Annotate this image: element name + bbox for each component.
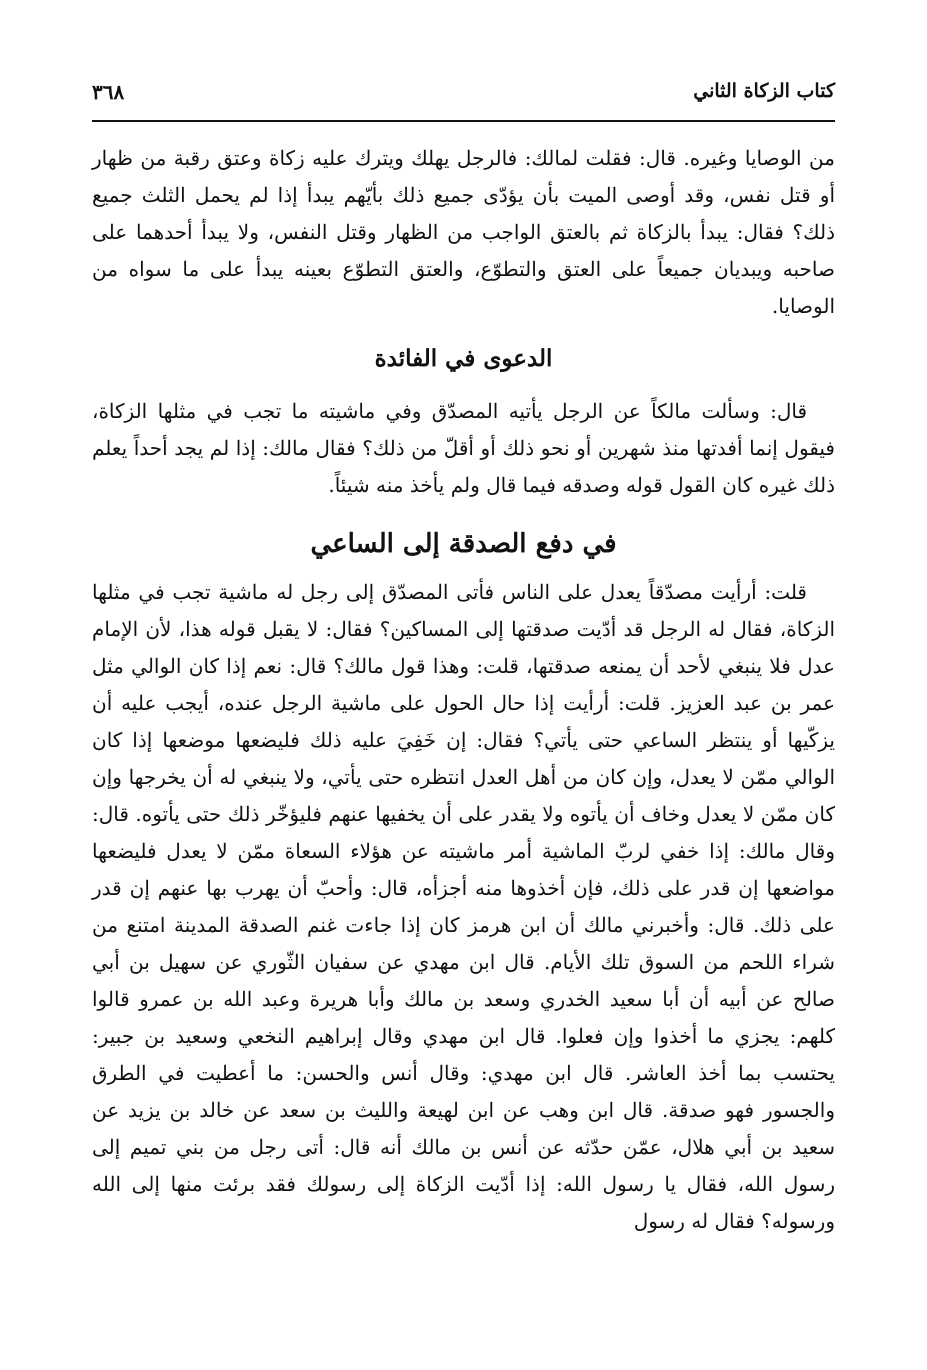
page-body <box>92 140 835 1240</box>
paragraph-claim-on-acquisition: قال: وسألت مالكاً عن الرجل يأتيه المصدّق وفي ماشيته ما تجب في مثلها الزكاة، فيقول إنما أفدتها منذ شهرين أو نحو ذلك أو أقلّ من ذلك؟ فقال مالك: إذا لم يجد أحداً يعلم ذلك غيره كان القول قوله وصدقه فيما قال ولم يأخذ منه شيئاً. <box>92 399 835 497</box>
section-heading-paying-to-collector: في دفع الصدقة إلى الساعي <box>310 529 617 559</box>
page-number: ٣٦٨ <box>92 80 125 104</box>
section-heading-claim-on-acquisition: الدعوى في الفائدة <box>374 345 553 372</box>
paragraph-paying-to-collector: قلت: أرأيت مصدّقاً يعدل على الناس فأتى المصدّق إلى رجل له ماشية تجب في مثلها الزكاة، فقال له الرجل قد أدّيت صدقتها إلى المساكين؟ فقال: لا يقبل قوله هذا، لأن الإمام عدل فلا ينبغي لأحد أن يمنعه صدقتها، قلت: وهذا قول مالك؟ قال: نعم إذا كان الوالي مثل عمر بن عبد العزيز. قلت: أرأيت إذا حال الحول على ماشية الرجل عنده، أيجب عليه أن يزكّيها أو ينتظر الساعي حتى يأتي؟ فقال: إن خَفِيَ عليه ذلك فليضعها موضعها إذا كان الوالي ممّن لا يعدل، وإن كان من أهل العدل انتظره حتى يأتي، ولا ينبغي له أن يخرجها وإن كان ممّن لا يعدل وخاف أن يأتوه ولا يقدر على أن يخفيها عنهم فليؤخّر ذلك حتى يأتوه. قال: وقال مالك: إذا خفي لربّ الماشية أمر ماشيته عن هؤلاء السعاة ممّن لا يعدل فليضعها مواضعها إن قدر على ذلك، فإن أخذوها منه أجزأه، قال: وأحبّ أن يهرب بها عنهم إن قدر على ذلك. قال: وأخبرني مالك أن ابن هرمز كان إذا جاءت غنم الصدقة المدينة امتنع من شراء اللحم من السوق تلك الأيام. قال ابن مهدي عن سفيان الثّوري عن سهيل بن أبي صالح عن أبيه أن أبا سعيد الخدري وسعد بن مالك وأبا هريرة وعبد الله بن عمرو قالوا كلهم: يجزي ما أخذوا وإن فعلوا. قال ابن مهدي وقال إبراهيم النخعي وسعيد بن جبير: يحتسب بما أخذ العاشر. قال ابن مهدي: وقال أنس والحسن: ما أعطيت في الطرق والجسور فهو صدقة. قال ابن وهب عن ابن لهيعة والليث بن سعد عن خالد بن يزيد عن سعيد بن أبي هلال، عمّن حدّثه عن أنس بن مالك أنه قال: أتى رجل من بني تميم إلى رسول الله، فقال يا رسول الله: إذا أدّيت الزكاة إلى رسولك فقد برئت منها إلى الله ورسوله؟ فقال له رسول <box>92 580 836 1233</box>
page-header <box>92 62 835 122</box>
running-title: كتاب الزكاة الثاني <box>693 80 835 102</box>
opening-paragraph: من الوصايا وغيره. قال: فقلت لمالك: فالرجل يهلك ويترك عليه زكاة وعتق رقبة من ظهار أو قتل نفس، وقد أوصى الميت بأن يؤدّى جميع ذلك بأيّهم يبدأ إذا لم يحمل الثلث جميع ذلك؟ فقال: يبدأ بالزكاة ثم بالعتق الواجب من الظهار وقتل النفس، ولا يبدأ أحدهما على صاحبه ويبديان جميعاً على العتق والتطوّع، والعتق التطوّع بعينه يبدأ على ما سواه من الوصايا. <box>92 146 835 318</box>
